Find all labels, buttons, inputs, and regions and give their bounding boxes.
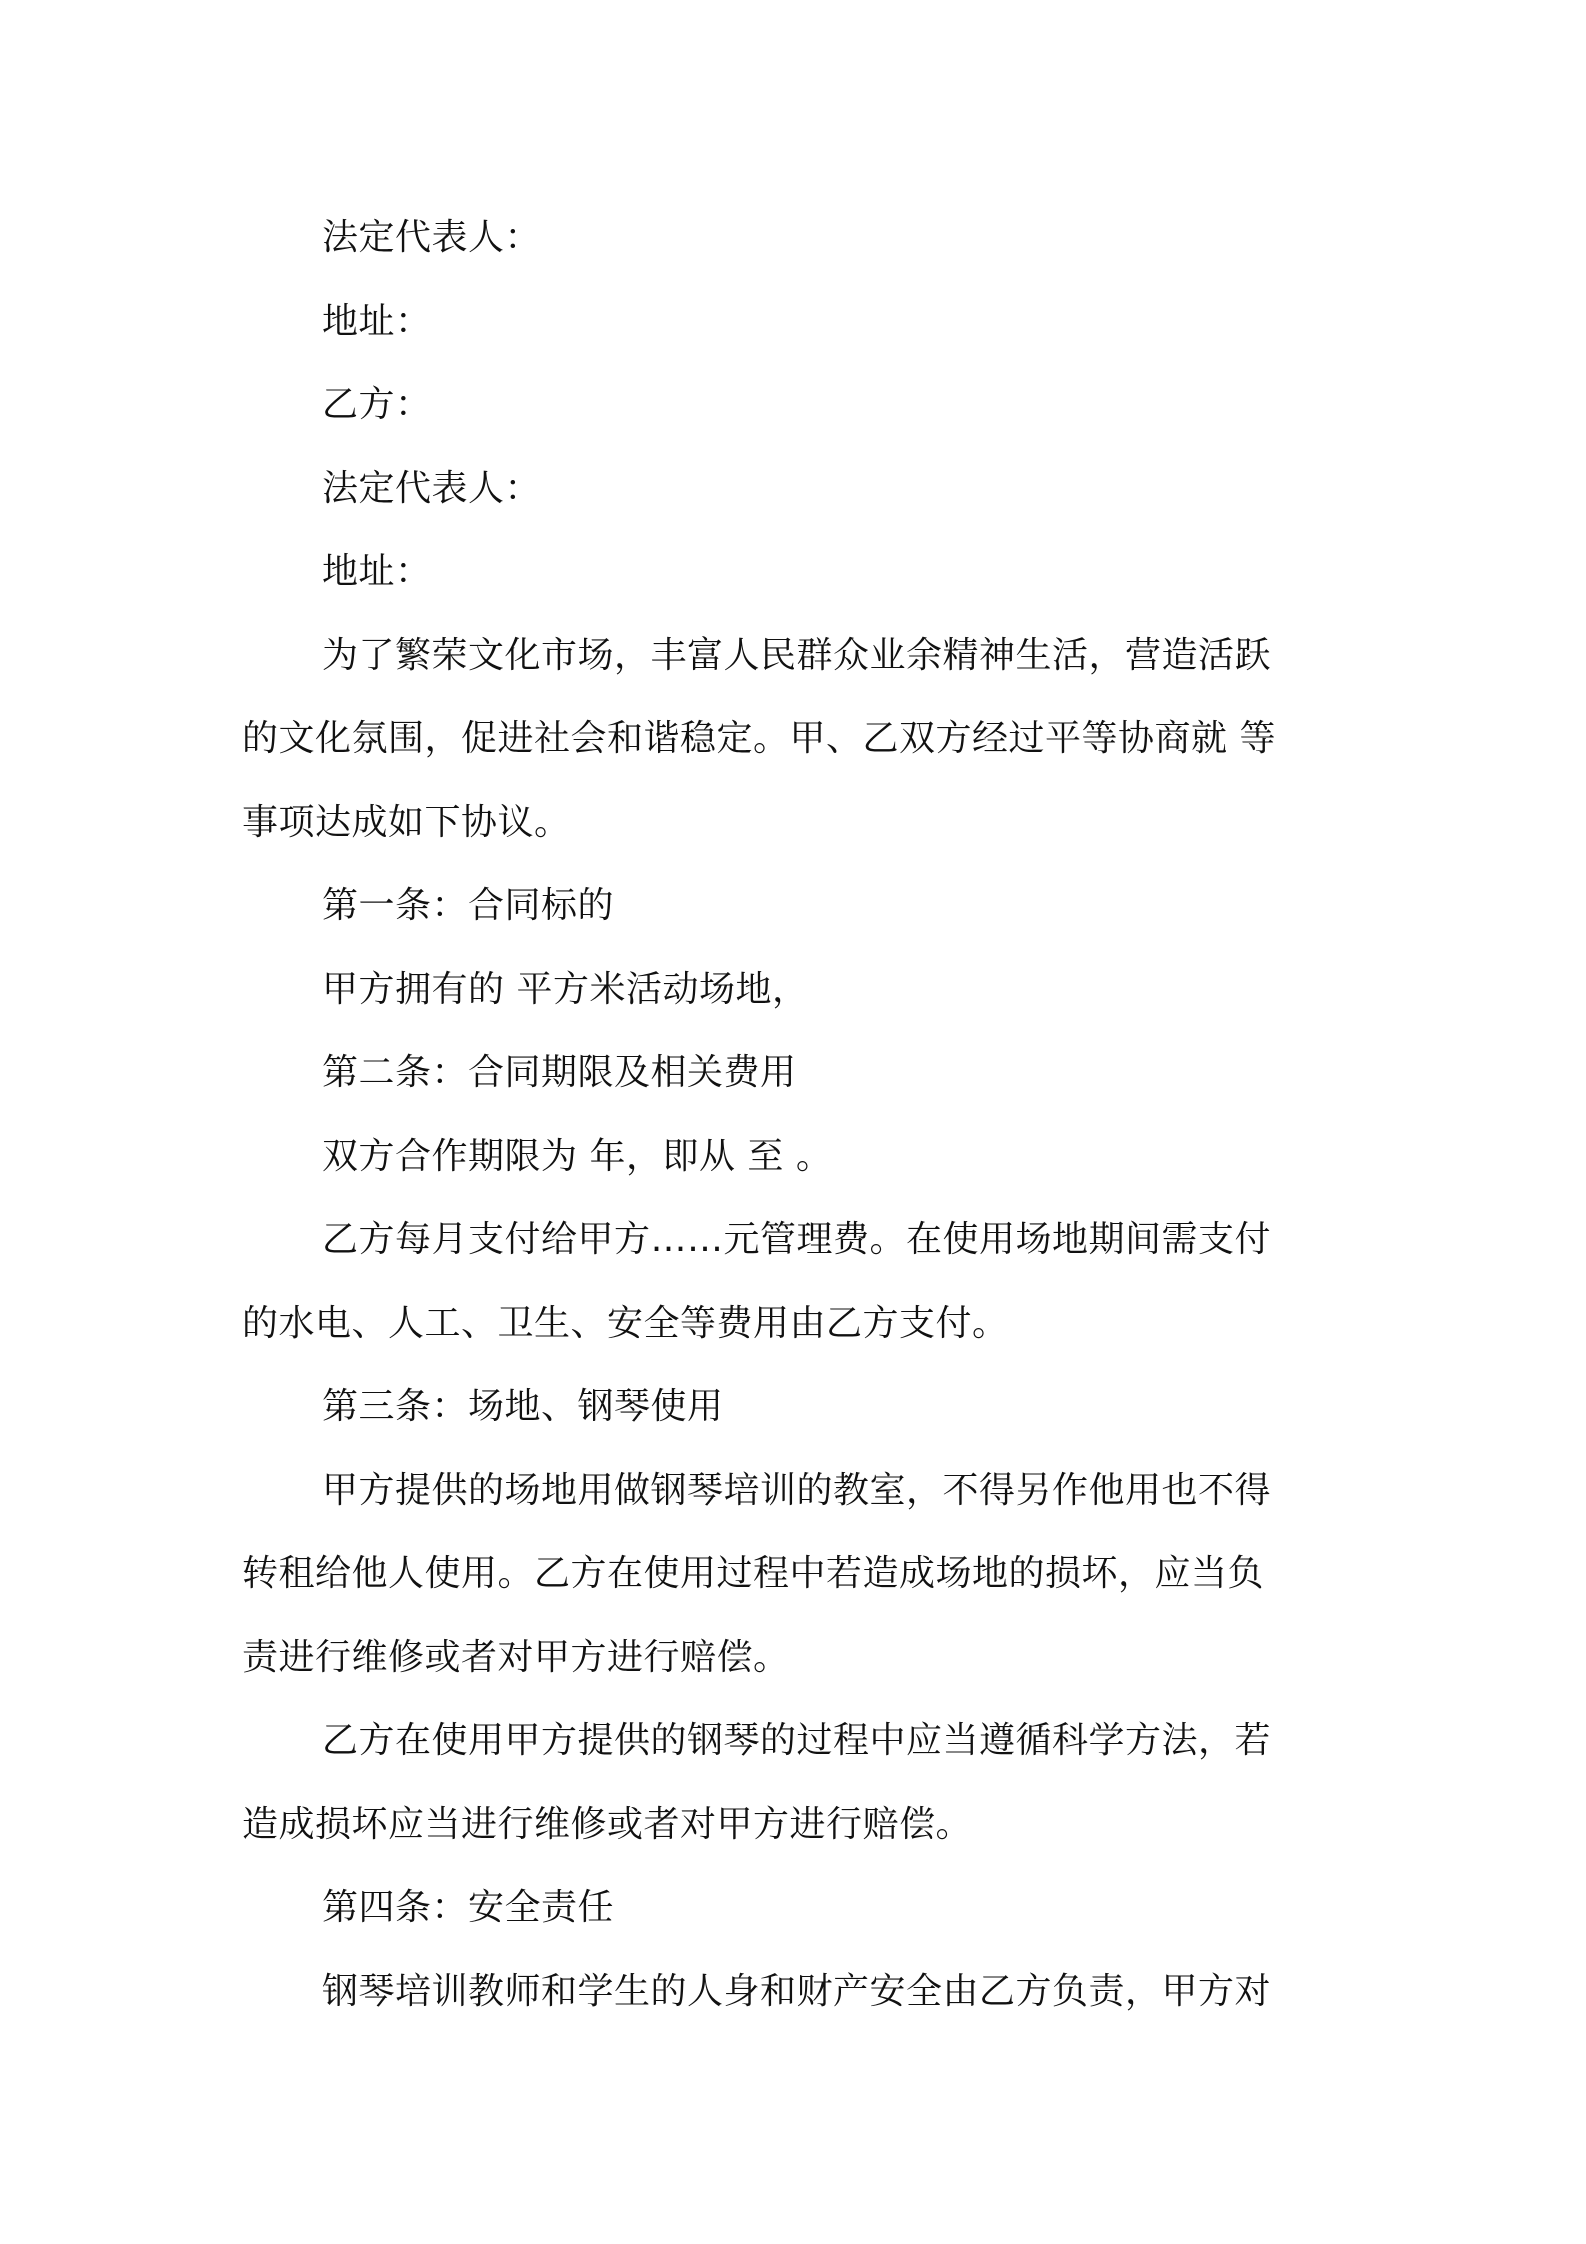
article2-body-2-line-2: 的水电、人工、卫生、安全等费用由乙方支付。 bbox=[242, 1302, 1009, 1344]
legal-rep-b-line: 法定代表人： bbox=[322, 467, 542, 509]
preamble-line-3: 事项达成如下协议。 bbox=[242, 801, 571, 843]
article1-title: 第一条：合同标的 bbox=[322, 885, 615, 926]
preamble-paragraph bbox=[242, 614, 1352, 865]
article2-body-1: 双方合作期限为 年，即从 至 。 bbox=[322, 1135, 833, 1177]
party-b-line: 乙方： bbox=[322, 384, 432, 425]
article3-paragraph-1 bbox=[242, 1449, 1352, 1700]
article2-body-2-line-1: 乙方每月支付给甲方……元管理费。在使用场地期间需支付 bbox=[322, 1219, 1272, 1260]
article3-body-1-line-3: 责进行维修或者对甲方进行赔偿。 bbox=[242, 1636, 790, 1678]
article3-paragraph-2 bbox=[242, 1699, 1352, 1866]
article1-body: 甲方拥有的 平方米活动场地， bbox=[322, 968, 809, 1010]
article3-title: 第三条：场地、钢琴使用 bbox=[322, 1386, 724, 1427]
article2-paragraph-2 bbox=[242, 1198, 1352, 1365]
article3-body-2-line-2: 造成损坏应当进行维修或者对甲方进行赔偿。 bbox=[242, 1803, 973, 1845]
article3-body-1-line-1: 甲方提供的场地用做钢琴培训的教室，不得另作他用也不得 bbox=[322, 1469, 1272, 1511]
legal-rep-a-line: 法定代表人： bbox=[322, 217, 542, 258]
article4-title: 第四条：安全责任 bbox=[322, 1887, 615, 1928]
address-a-line: 地址： bbox=[322, 300, 432, 342]
document-body bbox=[242, 196, 1352, 2033]
preamble-line-2: 的文化氛围，促进社会和谐稳定。甲、乙双方经过平等协商就 等 bbox=[242, 718, 1276, 759]
article3-body-2-line-1: 乙方在使用甲方提供的钢琴的过程中应当遵循科学方法，若 bbox=[322, 1720, 1272, 1761]
article2-title: 第二条：合同期限及相关费用 bbox=[322, 1052, 797, 1093]
article4-body-line-1: 钢琴培训教师和学生的人身和财产安全由乙方负责，甲方对 bbox=[322, 1970, 1272, 2012]
preamble-line-1: 为了繁荣文化市场，丰富人民群众业余精神生活，营造活跃 bbox=[322, 634, 1272, 676]
article3-body-1-line-2: 转租给他人使用。乙方在使用过程中若造成场地的损坏，应当负 bbox=[242, 1553, 1265, 1594]
address-b-line: 地址： bbox=[322, 551, 432, 592]
article4-paragraph bbox=[242, 1950, 1352, 2034]
